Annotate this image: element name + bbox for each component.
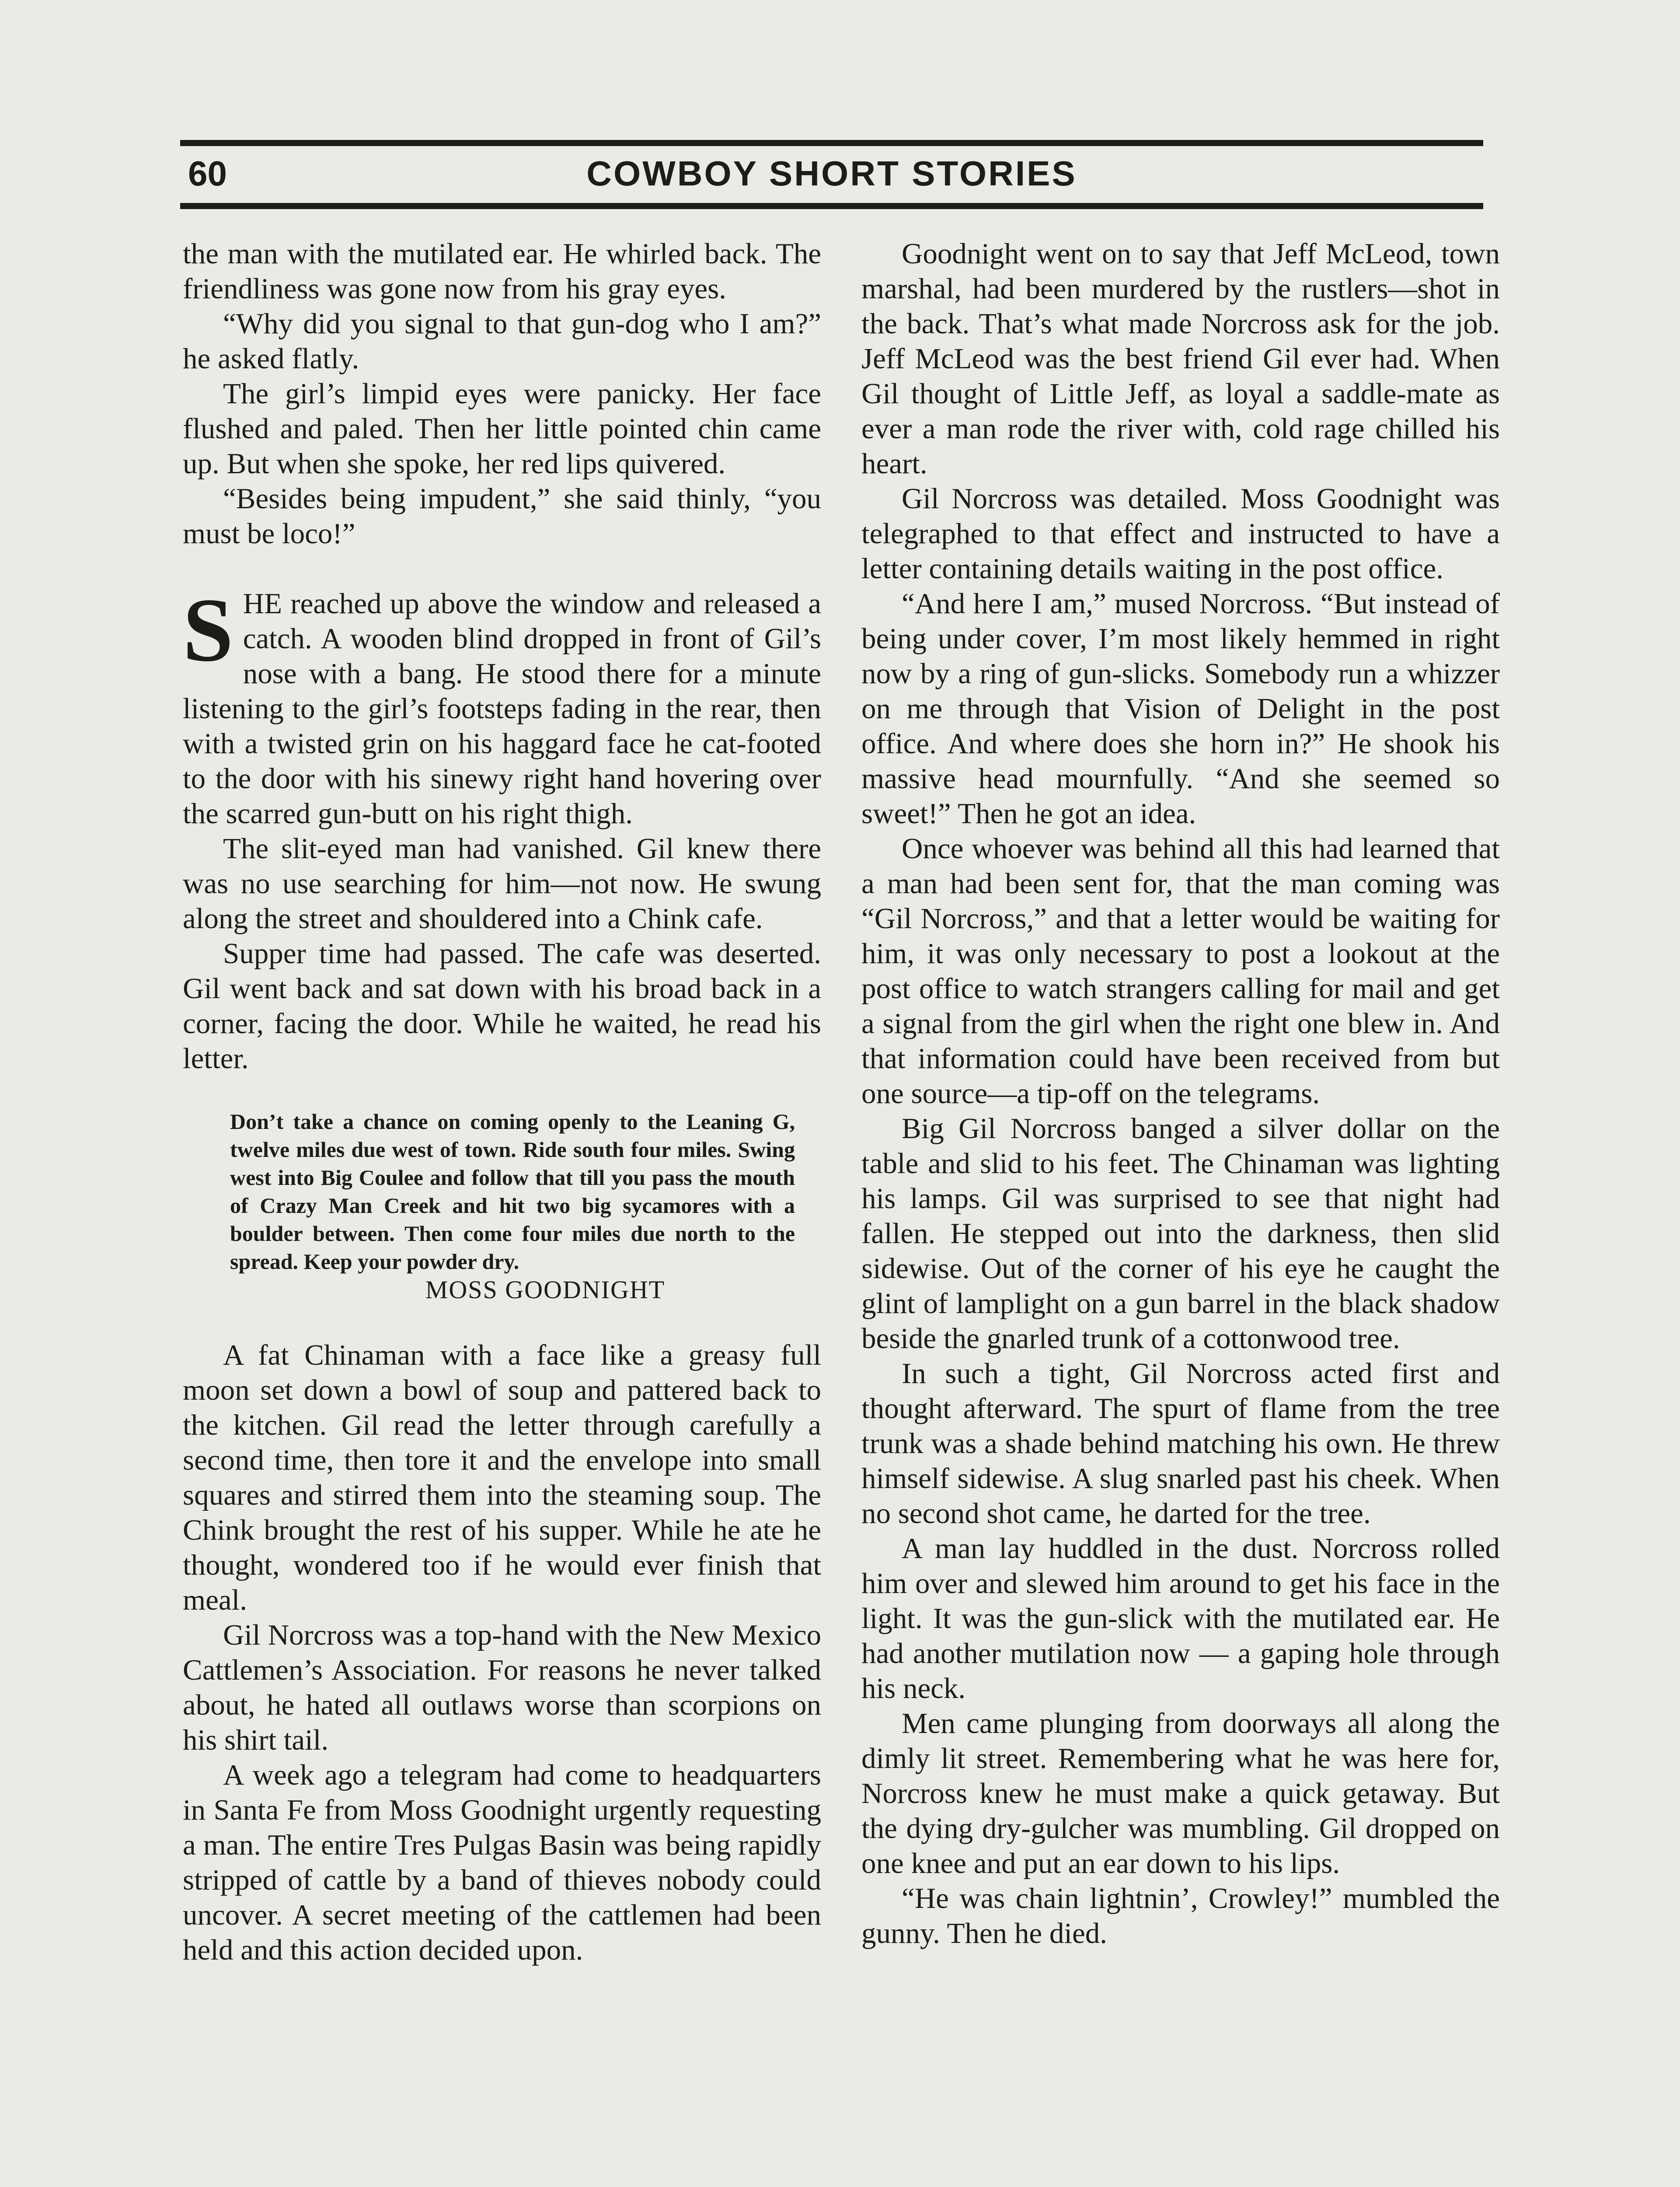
page-header [180,140,1483,209]
paragraph: “He was chain lightnin’, Crowley!” mumbled the gunny. Then he died. [861,1882,1500,1949]
right-column [861,236,1500,1951]
paragraph: A week ago a telegram had come to headquarters in Santa Fe from Moss Goodnight urgently requesting a man. The entire Tres Pulgas Basin was being rapidly stripped of cattle by a band of thieves nobody could uncover. A secret meeting of the cattlemen had been held and this action decided upon. [183,1759,821,1966]
paragraph: the man with the mutilated ear. He whirled back. The friendliness was gone now from his gray eyes. [183,238,821,305]
paragraph: “Besides being impudent,” she said thinly, “you must be loco!” [183,482,821,550]
paragraph: The slit-eyed man had vanished. Gil knew there was no use searching for him—not now. He swung along the street and shouldered into a Chink cafe. [183,832,821,935]
paragraph: Once whoever was behind all this had learned that a man had been sent for, that the man coming was “Gil Norcross,” and that a letter would be waiting for him, it was only necessary to post a lookout at the post office to watch strangers calling for mail and get a signal from the girl when the right one blew in. And that information could have been received from but one source—a tip-off on the telegrams. [861,832,1500,1110]
paragraph: Gil Norcross was detailed. Moss Goodnight was telegraphed to that effect and instructed to have a letter containing details waiting in the post office. [861,482,1500,585]
paragraph: A man lay huddled in the dust. Norcross rolled him over and slewed him around to get his face in the light. It was the gun-slick with the mutilated ear. He had another mutilation now — a gaping hole through his neck. [861,1532,1500,1705]
paragraph: The girl’s limpid eyes were panicky. Her face flushed and paled. Then her little pointed chin came up. But when she spoke, her red lips quivered. [183,377,821,480]
paragraph: Goodnight went on to say that Jeff McLeod, town marshal, had been murdered by the rustlers—shot in the back. That’s what made Norcross ask for the job. Jeff McLeod was the best friend Gil ever had. When Gil thought of Little Jeff, as loyal a saddle-mate as ever a man rode the river with, cold rage chilled his heart. [861,238,1500,480]
letter-signature: MOSS GOODNIGHT [425,1275,666,1304]
paragraph: “And here I am,” mused Norcross. “But instead of being under cover, I’m most likely hemmed in right now by a ring of gun-slicks. Somebody run a whizzer on me through that Vision of Delight in the post office. And where does she horn in?” He shook his massive head mournfully. “And she seemed so sweet!” Then he got an idea. [861,587,1500,830]
paragraph: In such a tight, Gil Norcross acted first and thought afterward. The spurt of flame from the tree trunk was a shade behind matching his own. He threw himself sidewise. A slug snarled past his cheek. When no second shot came, he darted for the tree. [861,1357,1500,1530]
section-break [183,551,821,586]
letter-body: Don’t take a chance on coming openly to the Leaning G, twelve miles due west of town. Ride south four miles. Swing west into Big Coulee and follow that till you pass the mouth of Crazy Man Creek and hit two big sycamores with a boulder between. Then come four miles due north to the spread. Keep your powder dry. [230,1109,795,1274]
quoted-letter [230,1107,795,1304]
paragraph: A fat Chinaman with a face like a greasy full moon set down a bowl of soup and pattered back to the kitchen. Gil read the letter through carefully a second time, then tore it and the envelope into small squares and stirred them into the steaming soup. The Chink brought the rest of his supper. While he ate he thought, wondered too if he would ever finish that meal. [183,1339,821,1616]
page-number: 60 [188,154,227,193]
paragraph: Gil Norcross was a top-hand with the New Mexico Cattlemen’s Association. For reasons he never talked about, he hated all outlaws worse than scorpions on his shirt tail. [183,1619,821,1756]
paragraph: Men came plunging from doorways all along the dimly lit street. Remembering what he was here for, Norcross knew he must make a quick getaway. But the dying dry-gulcher was mumbling. Gil dropped on one knee and put an ear down to his lips. [861,1707,1500,1880]
magazine-title: COWBOY SHORT STORIES [586,154,1077,193]
paragraph: Supper time had passed. The cafe was deserted. Gil went back and sat down with his broad back in a corner, facing the door. While he waited, he read his letter. [183,937,821,1075]
paragraph: Big Gil Norcross banged a silver dollar on the table and slid to his feet. The Chinaman was lighting his lamps. Gil was surprised to see that night had fallen. He stepped out into the darkness, then slid sidewise. Out of the corner of his eye he caught the glint of lamplight on a gun barrel in the black shadow beside the gnarled trunk of a cottonwood tree. [861,1112,1500,1355]
drop-cap: S [183,580,234,680]
paragraph: “Why did you signal to that gun-dog who I am?” he asked flatly. [183,307,821,375]
left-column [183,236,821,1967]
section-opening-paragraph [183,580,821,831]
paragraph-text: HE reached up above the window and released a catch. A wooden blind dropped in front of Gil’s nose with a bang. He stood there for a minute listening to the girl’s footsteps fading in the rear, then with a twisted grin on his haggard face he cat-footed to the door with his sinewy right hand hovering over the scarred gun-butt on his right thigh. [183,587,821,830]
